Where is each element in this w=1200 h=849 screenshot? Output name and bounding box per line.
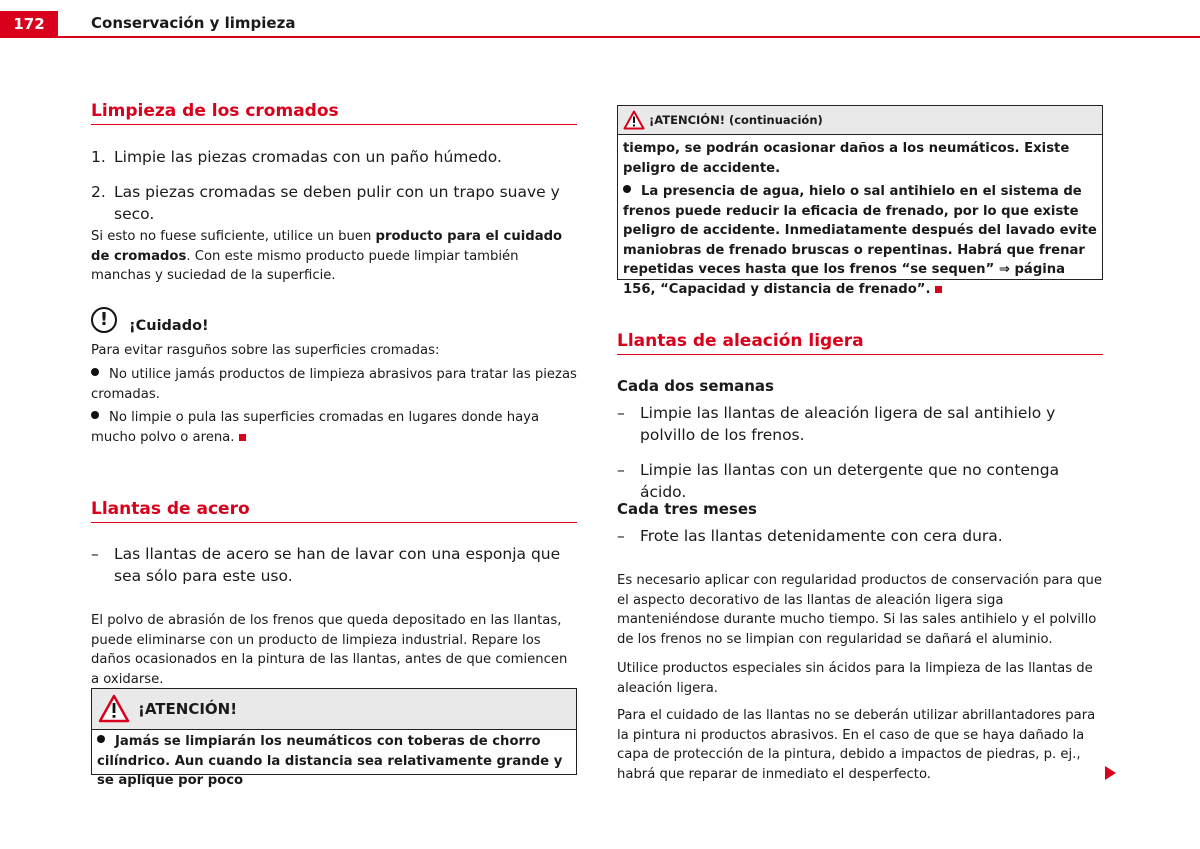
- bullet-icon: [623, 185, 631, 193]
- dash-text: Las llantas de acero se han de lavar con una esponja que sea sólo para este uso.: [114, 545, 561, 585]
- warning-triangle-icon: [98, 694, 130, 723]
- warning-box-continued: [617, 105, 1103, 297]
- next-page-arrow-icon[interactable]: [1105, 766, 1116, 780]
- header-rule: [58, 36, 1200, 38]
- page-header: [0, 0, 1200, 38]
- dash-marker: –: [617, 404, 625, 422]
- page-number: 172: [0, 11, 58, 38]
- step-text: Limpie las piezas cromadas con un paño húmedo.: [114, 148, 502, 166]
- paragraph-text: Si esto no fuese suficiente, utilice un buen: [91, 229, 376, 244]
- section-title-acero: Llantas de acero: [91, 499, 577, 523]
- bullet-icon: [91, 368, 99, 376]
- warning-body: tiempo, se podrán ocasionar daños a los neumáticos. Existe peligro de accidente.: [623, 141, 1070, 176]
- caution-intro: Para evitar rasguños sobre las superficies cromadas:: [91, 343, 440, 358]
- bullet-text: No limpie o pula las superficies cromadas en lugares donde haya mucho polvo o arena.: [91, 410, 540, 445]
- subheading: Cada tres meses: [617, 500, 757, 518]
- warning-body: [623, 182, 1099, 299]
- section-title-aleacion: Llantas de aleación ligera: [617, 331, 1103, 355]
- warning-box: [91, 688, 577, 788]
- section-end-icon: [935, 286, 942, 293]
- section-end-icon: [239, 434, 246, 441]
- dash-text: Limpie las llantas con un detergente que no contenga ácido.: [640, 461, 1060, 501]
- step-number: 2.: [91, 183, 106, 201]
- dash-marker: –: [91, 545, 99, 563]
- caution-bullet: [91, 408, 577, 447]
- dash-marker: –: [617, 461, 625, 479]
- bullet-icon: [97, 735, 105, 743]
- acero-paragraph: El polvo de abrasión de los frenos que queda depositado en las llantas, puede eliminarse con un producto de limpieza industrial. Repare los daños ocasionados en la pintura de las llantas, antes de que comiencen a oxidarse.: [91, 613, 568, 687]
- aleacion-paragraph: Es necesario aplicar con regularidad productos de conservación para que el aspecto decorativo de las llantas de aleación ligera siga manteniéndose durante mucho tiempo. Si las sales antihielo y el polvillo de los frenos no se limpian con regularidad se dañará el aluminio.: [617, 573, 1102, 647]
- subheading: Cada dos semanas: [617, 377, 774, 395]
- warning-text: Jamás se limpiarán los neumáticos con toberas de chorro cilíndrico. Aun cuando la distancia sea relativamente grande y se aplique por poco: [97, 734, 563, 788]
- warning-box-header: [618, 106, 1102, 135]
- paragraph-emphasis: producto para el cuidado de cromados: [91, 229, 563, 264]
- cross-reference-link[interactable]: página 156, “Capacidad y distancia de frenado”.: [623, 262, 1066, 297]
- caution-bullet: [91, 365, 577, 404]
- warning-triangle-icon: [623, 110, 645, 130]
- cross-reference-arrow: ⇒: [998, 262, 1010, 277]
- dash-text: Frote las llantas detenidamente con cera dura.: [640, 527, 1003, 545]
- aleacion-paragraph: Utilice productos especiales sin ácidos para la limpieza de las llantas de aleación ligera.: [617, 661, 1093, 696]
- paragraph-text: . Con este mismo producto puede limpiar también manchas y suciedad de la superficie.: [91, 248, 519, 283]
- section-title-cromados: Limpieza de los cromados: [91, 101, 577, 125]
- dash-marker: –: [617, 527, 625, 545]
- caution-title: ¡Cuidado!: [129, 318, 209, 334]
- step-text: Las piezas cromadas se deben pulir con un trapo suave y seco.: [114, 183, 560, 223]
- aleacion-paragraph: Para el cuidado de las llantas no se deberán utilizar abrillantadores para la pintura ni productos abrasivos. En el caso de que se haya dañado la capa de protección de la pintura, debido a impactos de piedras, p. ej., habrá que reparar de inmediato el desperfecto.: [617, 708, 1096, 782]
- warning-body: [97, 732, 573, 791]
- cromados-paragraph: [91, 227, 577, 286]
- warning-text: La presencia de agua, hielo o sal antihielo en el sistema de frenos puede reducir la eficacia de frenado, por lo que existe peligro de accidente. Inmediatamente después del lavado evite maniobras de frenado bruscas o repentinas. Habrá que frenar repetidas veces hasta que los frenos “se sequen”: [623, 184, 1097, 277]
- bullet-icon: [91, 411, 99, 419]
- bullet-text: No utilice jamás productos de limpieza abrasivos para tratar las piezas cromadas.: [91, 367, 577, 402]
- warning-title: ¡ATENCIÓN! (continuación): [649, 113, 823, 127]
- warning-title: ¡ATENCIÓN!: [138, 700, 238, 718]
- chapter-title: Conservación y limpieza: [91, 14, 296, 32]
- caution-circle-icon: !: [91, 307, 117, 333]
- dash-text: Limpie las llantas de aleación ligera de sal antihielo y polvillo de los frenos.: [640, 404, 1056, 444]
- step-number: 1.: [91, 148, 106, 166]
- warning-box-header: [92, 689, 576, 730]
